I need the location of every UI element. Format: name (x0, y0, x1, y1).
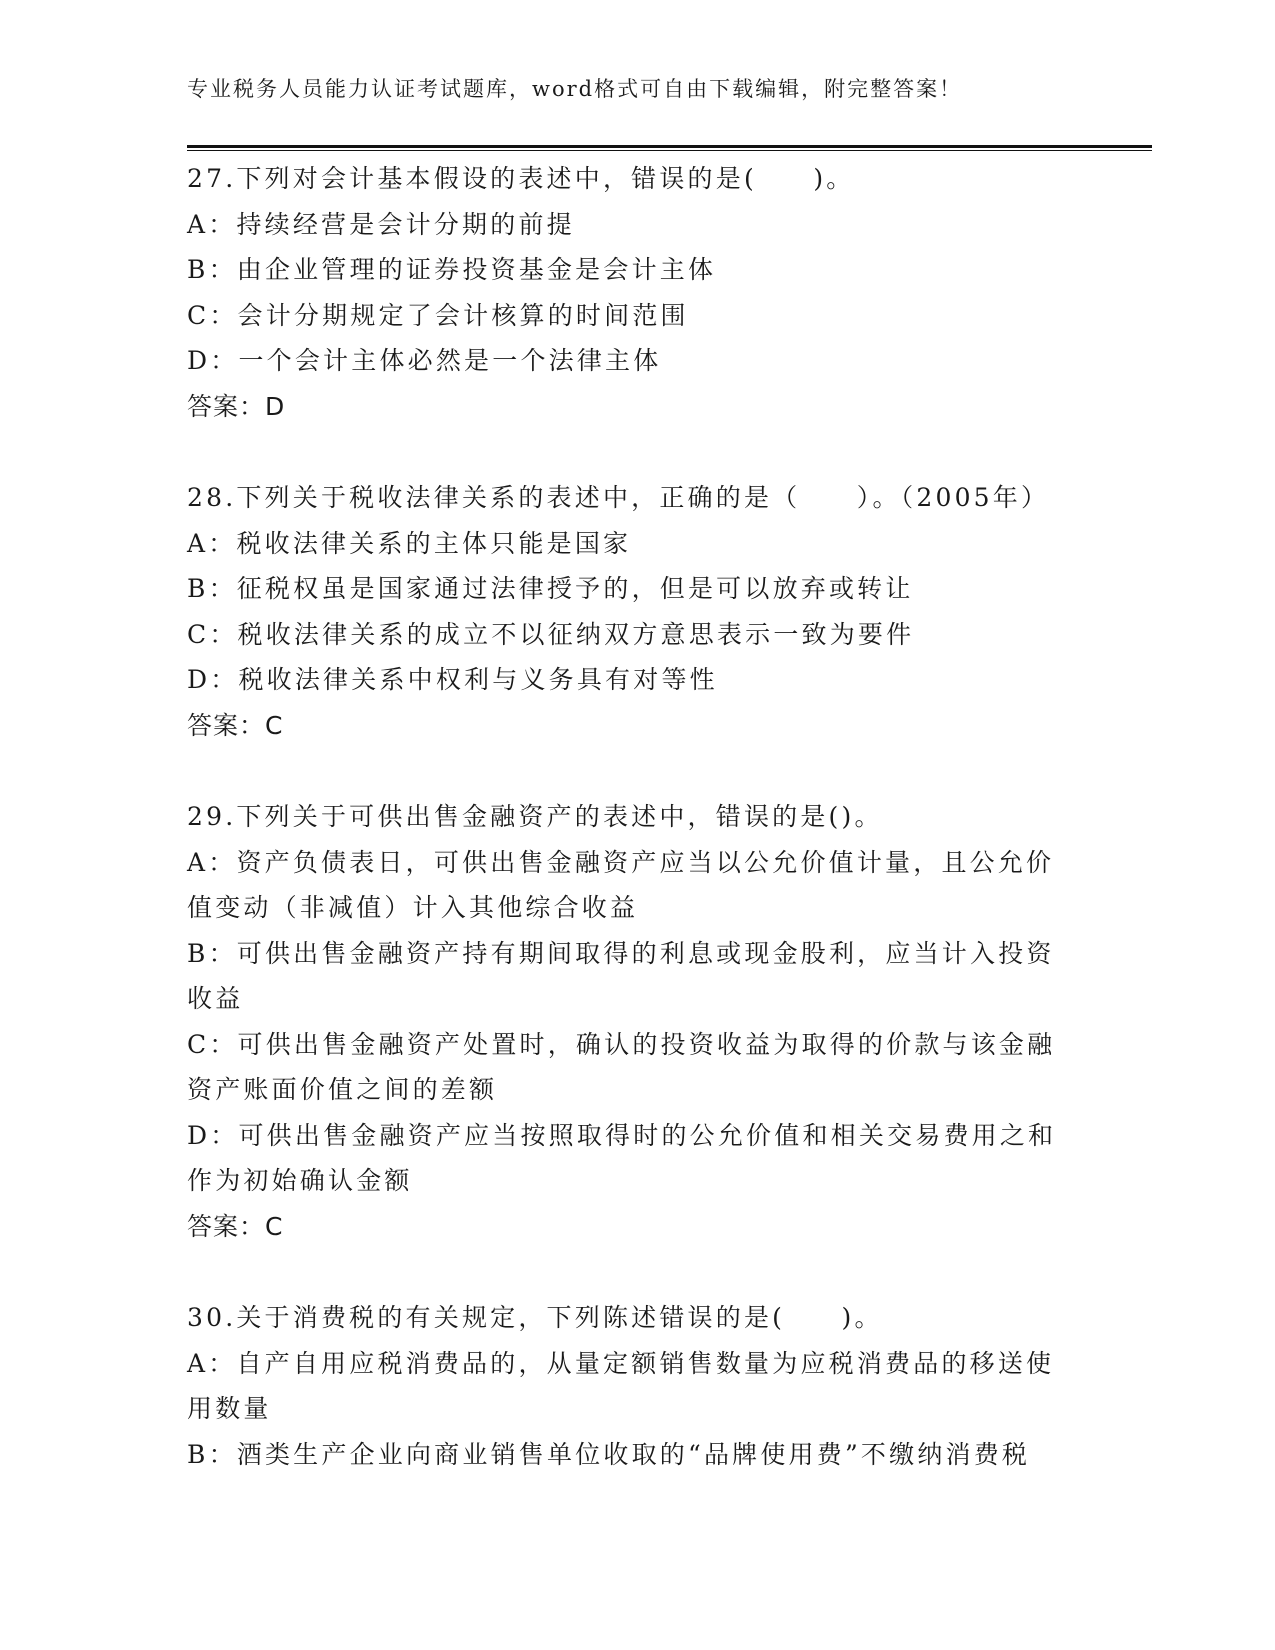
option-c: C：会计分期规定了会计核算的时间范围 (187, 300, 689, 330)
question-stem: 30.关于消费税的有关规定，下列陈述错误的是( )。 (187, 1303, 883, 1332)
question-stem: 29.下列关于可供出售金融资产的表述中，错误的是()。 (187, 802, 883, 831)
option-a: A：资产负债表日，可供出售金融资产应当以公允价值计量，且公允价 (187, 847, 1055, 877)
option-b-continued: 收益 (187, 984, 244, 1013)
option-a-continued: 值变动（非减值）计入其他综合收益 (187, 893, 639, 922)
answer-label: 答案：D (187, 391, 286, 421)
page-header: 专业税务人员能力认证考试题库，word格式可自由下载编辑，附完整答案！ (187, 77, 963, 101)
option-a: A：持续经营是会计分期的前提 (187, 209, 575, 239)
option-a: A：税收法律关系的主体只能是国家 (187, 528, 632, 558)
question-29 (187, 794, 1087, 1249)
option-a-continued: 用数量 (187, 1394, 272, 1423)
question-28 (187, 475, 1087, 748)
question-stem: 27.下列对会计基本假设的表述中，错误的是( )。 (187, 164, 855, 193)
option-d: D：可供出售金融资产应当按照取得时的公允价值和相关交易费用之和 (187, 1120, 1057, 1150)
answer-label: 答案：C (187, 710, 284, 740)
option-d: D：税收法律关系中权利与义务具有对等性 (187, 665, 718, 694)
option-b: B：由企业管理的证券投资基金是会计主体 (187, 255, 717, 284)
answer-label: 答案：C (187, 1211, 284, 1241)
option-a: A：自产自用应税消费品的，从量定额销售数量为应税消费品的移送使 (187, 1348, 1055, 1378)
option-d: D：一个会计主体必然是一个法律主体 (187, 346, 662, 375)
header-divider (187, 145, 1152, 151)
question-stem: 28.下列关于税收法律关系的表述中，正确的是（ ）。（2005年） (187, 483, 1050, 512)
option-b: B：征税权虽是国家通过法律授予的，但是可以放弃或转让 (187, 574, 914, 603)
option-c: C：税收法律关系的成立不以征纳双方意思表示一致为要件 (187, 619, 915, 649)
option-c: C：可供出售金融资产处置时，确认的投资收益为取得的价款与该金融 (187, 1029, 1056, 1059)
option-b: B：可供出售金融资产持有期间取得的利息或现金股利，应当计入投资 (187, 938, 1055, 968)
option-d-continued: 作为初始确认金额 (187, 1166, 413, 1195)
question-30 (187, 1295, 1087, 1477)
option-b: B：酒类生产企业向商业销售单位收取的“品牌使用费”不缴纳消费税 (187, 1439, 1031, 1469)
question-list (187, 156, 1087, 1523)
option-c-continued: 资产账面价值之间的差额 (187, 1075, 498, 1104)
question-27 (187, 156, 1087, 429)
